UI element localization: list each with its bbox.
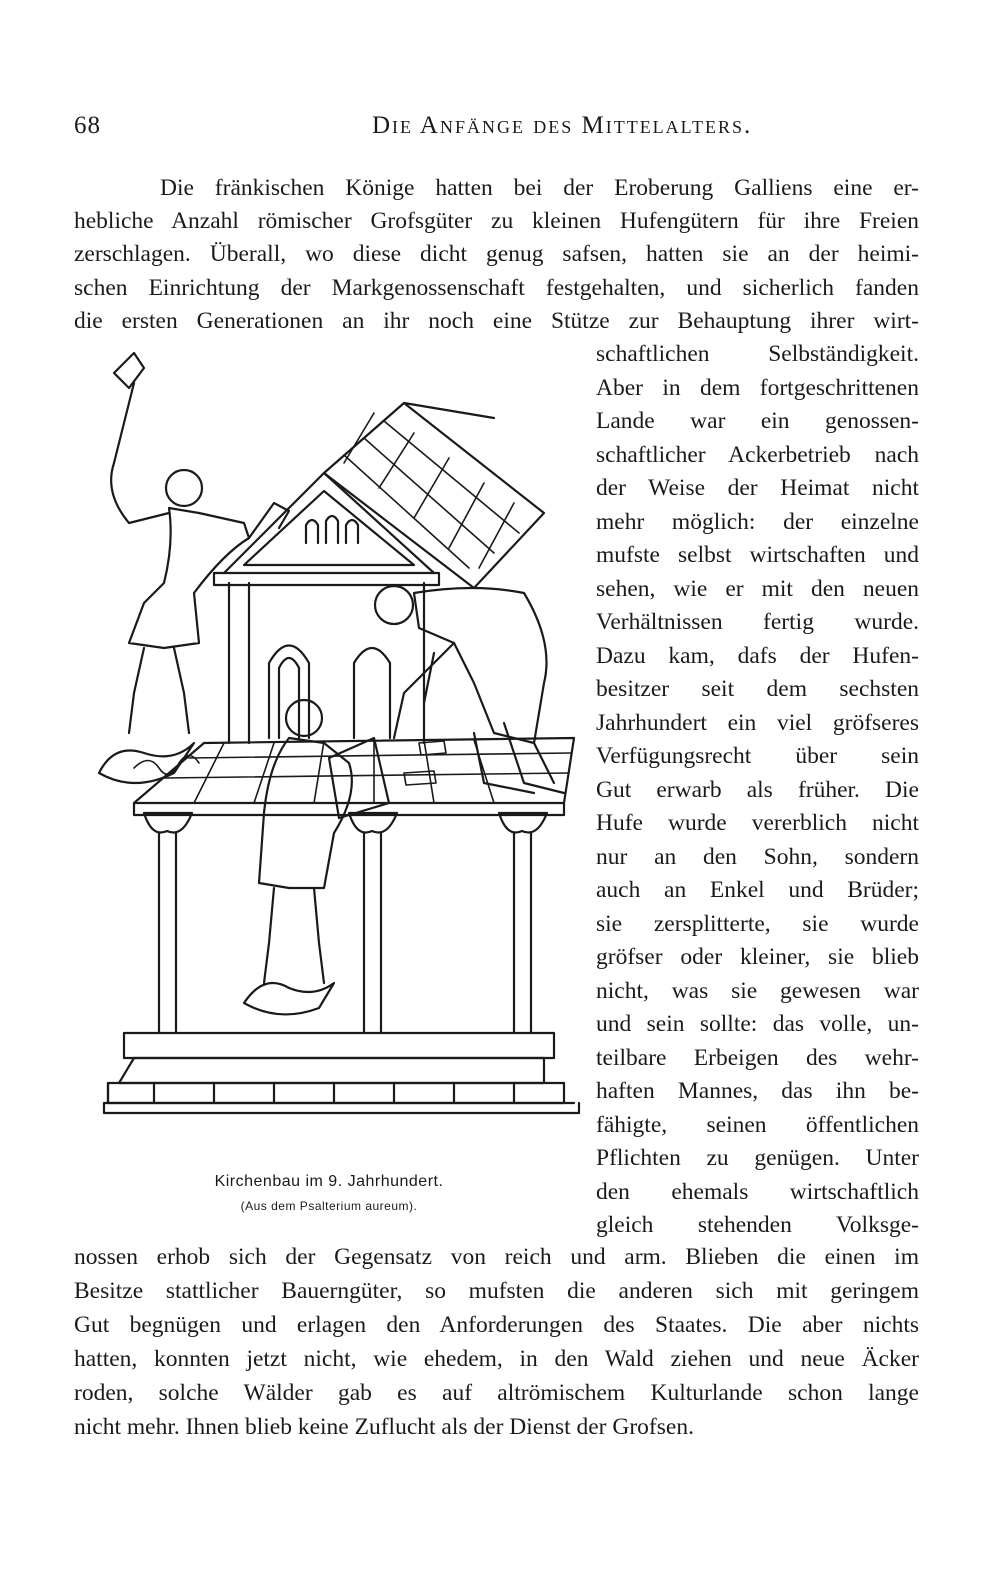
- text-line: sie zersplitterte, sie wurde: [596, 911, 919, 937]
- text-line: Verfügungsrecht über sein: [596, 743, 919, 769]
- text-line: den ehemals wirtschaftlich: [596, 1179, 919, 1205]
- text-line: Die fränkischen Könige hatten bei der Eroberung Galliens eine er-: [160, 175, 919, 201]
- text-line: haften Mannes, das ihn be-: [596, 1078, 919, 1104]
- text-line: nicht, was sie gewesen war: [596, 978, 919, 1004]
- text-line: hatten, konnten jetzt nicht, wie ehedem, in den Wald ziehen und neue Äcker: [74, 1346, 919, 1372]
- running-head: [74, 112, 919, 148]
- text-line: die ersten Generationen an ihr noch eine Stütze zur Behauptung ihrer wirt-: [74, 308, 919, 334]
- text-line: nossen erhob sich der Gegensatz von reich und arm. Blieben die einen im: [74, 1244, 919, 1270]
- text-line: der Weise der Heimat nicht: [596, 475, 919, 501]
- text-line: Lande war ein genossen-: [596, 408, 919, 434]
- text-line: mehr möglich: der einzelne: [596, 509, 919, 535]
- text-line: fähigte, seinen öffentlichen: [596, 1112, 919, 1138]
- church-building-illustration: [74, 343, 584, 1228]
- text-line: Pflichten zu genügen. Unter: [596, 1145, 919, 1171]
- text-line: roden, solche Wälder gab es auf altrömischem Kulturlande schon lange: [74, 1380, 919, 1406]
- text-line: sehen, wie er mit den neuen: [596, 576, 919, 602]
- text-line: Hufe wurde vererblich nicht: [596, 810, 919, 836]
- text-line: und sein sollte: das volle, un-: [596, 1011, 919, 1037]
- text-line: nur an den Sohn, sondern: [596, 844, 919, 870]
- text-line: schen Einrichtung der Markgenossenschaft festgehalten, und sicherlich fanden: [74, 275, 919, 301]
- text-line: mufste selbst wirtschaften und: [596, 542, 919, 568]
- text-line: Jahrhundert ein viel gröfseres: [596, 710, 919, 736]
- text-line: teilbare Erbeigen des wehr-: [596, 1045, 919, 1071]
- text-line: nicht mehr. Ihnen blieb keine Zuflucht als der Dienst der Grofsen.: [74, 1414, 694, 1440]
- text-line: Verhältnissen fertig wurde.: [596, 609, 919, 635]
- text-line: Dazu kam, dafs der Hufen-: [596, 643, 919, 669]
- text-line: gleich stehenden Volksge-: [596, 1212, 919, 1238]
- page-number: 68: [74, 112, 101, 139]
- text-line: besitzer seit dem sechsten: [596, 676, 919, 702]
- text-line: hebliche Anzahl römischer Grofsgüter zu kleinen Hufengütern für ihre Freien: [74, 208, 919, 234]
- text-line: schaftlichen Selbständigkeit.: [596, 341, 919, 367]
- text-line: Aber in dem fortgeschrittenen: [596, 375, 919, 401]
- text-line: schaftlicher Ackerbetrieb nach: [596, 442, 919, 468]
- chapter-title: Die Anfänge des Mittelalters.: [372, 112, 753, 139]
- line-drawing: [74, 343, 584, 1123]
- text-line: zerschlagen. Überall, wo diese dicht genug safsen, hatten sie an der heimi-: [74, 241, 919, 267]
- text-line: Gut erwarb als früher. Die: [596, 777, 919, 803]
- text-line: Gut begnügen und erlagen den Anforderungen des Staates. Die aber nichts: [74, 1312, 919, 1338]
- text-line: Besitze stattlicher Bauerngüter, so mufsten die anderen sich mit geringem: [74, 1278, 919, 1304]
- text-line: auch an Enkel und Brüder;: [596, 877, 919, 903]
- text-line: gröfser oder kleiner, sie blieb: [596, 944, 919, 970]
- figure-caption: Kirchenbau im 9. Jahrhundert.: [214, 1173, 444, 1190]
- figure-source: (Aus dem Psalterium aureum).: [240, 1199, 418, 1213]
